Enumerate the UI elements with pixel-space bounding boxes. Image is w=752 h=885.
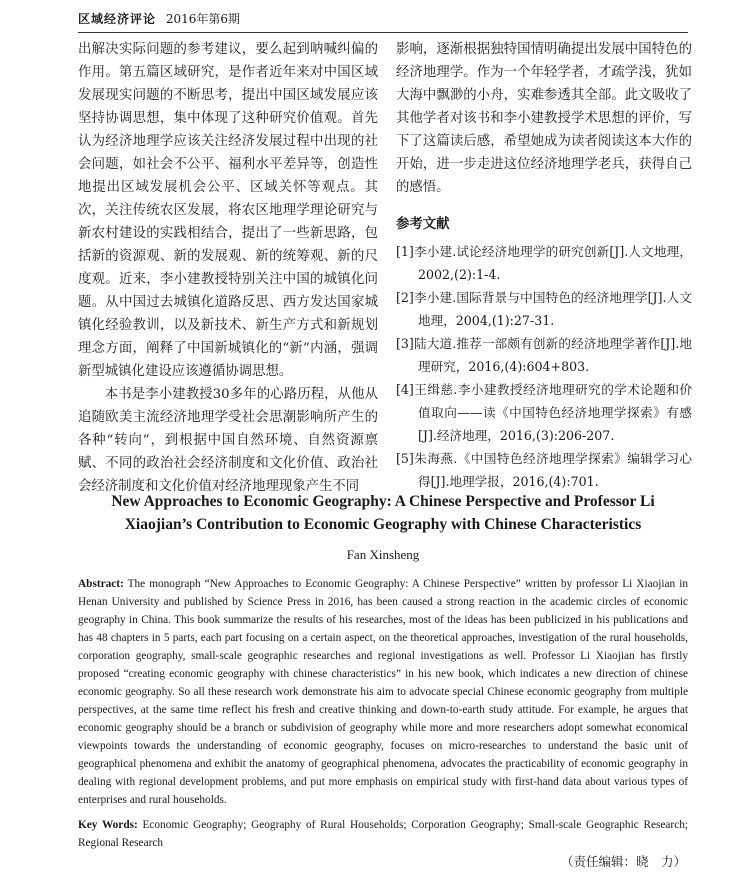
abstract-text: The monograph “New Approaches to Economic Geography: A Chinese Perspective” written by professor Li Xiaojian in Henan University and published by Science Press in 2016, has been caused a strong reaction in the academic circles of economic geography in China. This book summarize the results of his researches, most of the ideas has been publicized in his publications and has 48 chapters in 5 parts, each part focusing on a certain aspect, on the theoretical approaches, investigation of the rural households, corporation geography, small-scale geographic researches and regional investigations as well. Professor Li Xiaojian has firstly proposed “creating economic geography with chinese characteristics” in his new book, which indicates a new direction of chinese economic geography. So all these research work demonstrate his aim to advocate special Chinese economic geography from multiple perspectives, at the same time reflect his fresh and creative thinking and down-to-earth study attitude. For example, he argues that economic geography should be a branch or subdivision of geography while more and more researchers adopt somewhat economical viewpoints towards the understanding of economic geography, focuses on micro-researches to understand the basic unit of geographical phenomena and exhibit the anatomy of geographical phenomena, advocates the practicability of economic geography in dealing with regional development problems, and put more emphasis on empirical study with first-hand data about various types of enterprises and rural households. (78, 578, 688, 806)
journal-name: 区域经济评论 (78, 12, 157, 26)
abstract (78, 575, 688, 809)
issue-info: 2016年第6期 (165, 12, 241, 26)
reference-item: [4]王缉慈.李小建教授经济地理研究的学术论题和价值取向——读《中国特色经济地理学探索》有感[J].经济地理，2016,(3):206-207. (396, 382, 692, 443)
right-column (396, 38, 692, 493)
reference-item: [3]陆大道.推荐一部颇有创新的经济地理学著作[J].地理研究，2016,(4):604+803. (396, 336, 692, 374)
left-paragraph-2: 本书是李小建教授30多年的心路历程，从他从追随欧美主流经济地理学受社会思潮影响所产生的各种“转向”，到根据中国自然环境、自然资源禀赋、不同的政治社会经济制度和文化价值、政治社会经济制度和文化价值对经济地理现象产生不同 (78, 387, 378, 494)
keywords-text: Economic Geography; Geography of Rural Households; Corporation Geography; Small-scale Geographic Research; Regional Research (78, 819, 688, 849)
keywords-label: Key Words: (78, 819, 138, 831)
keywords (78, 816, 688, 852)
editor-note: （责任编辑：晓 力） (560, 854, 686, 869)
reference-list (396, 240, 692, 493)
english-title: New Approaches to Economic Geography: A Chinese Perspective and Professor Li Xiaojian’s Contribution to Economic Geography with Chinese Characteristics (111, 493, 655, 533)
abstract-label: Abstract: (78, 578, 124, 590)
references-heading: 参考文献 (396, 216, 450, 232)
right-paragraph-1: 影响，逐渐根据独特国情明确提出发展中国特色的经济地理学。作为一个年轻学者，才疏学浅，犹如大海中飘渺的小舟，实难参透其全部。此文吸收了其他学者对该书和李小建教授学术思想的评价，写下了这篇读后感，希望她成为读者阅读这本大作的开始，进一步走进这位经济地理学老兵，获得自己的感悟。 (396, 42, 692, 195)
left-column (78, 38, 378, 498)
reference-item: [5]朱海燕.《中国特色经济地理学探索》编辑学习心得[J].地理学报，2016,(4):701. (396, 451, 692, 489)
left-paragraph-1: 出解决实际问题的参考建议，要么起到呐喊纠偏的作用。第五篇区域研究，是作者近年来对中国区域发展现实问题的不断思考，提出中国区域发展应该坚持协调思想，集中体现了这种研究价值观。首先认为经济地理学应该关注经济发展过程中出现的社会问题，如社会不公平、福利水平差异等，创造性地提出区域发展机会公平、区域关怀等观点。其次，关注传统农区发展，将农区地理学理论研究与新农村建设的实践相结合，提出了一些新思路，包括新的资源观、新的发展观、新的统筹观、新的尺度观。近来，李小建教授特别关注中国的城镇化问题。从中国过去城镇化道路反思、西方发达国家城镇化经验教训，以及新技术、新生产方式和新规划理念方面，阐释了中国新城镇化的“新”内涵，强调新型城镇化建设应该遵循协调思想。 (78, 42, 378, 379)
author-name: Fan Xinsheng (346, 547, 420, 562)
reference-item: [2]李小建.国际背景与中国特色的经济地理学[J].人文地理，2004,(1):27-31. (396, 290, 692, 328)
running-header (78, 10, 688, 33)
reference-item: [1]李小建.试论经济地理学的研究创新[J].人文地理，2002,(2):1-4. (396, 244, 692, 282)
